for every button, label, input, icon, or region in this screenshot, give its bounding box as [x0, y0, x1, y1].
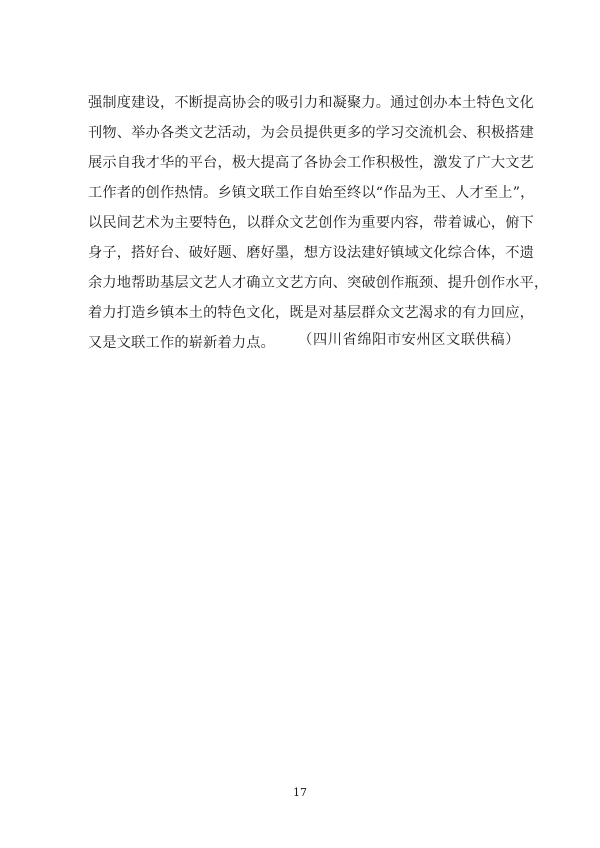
paragraph-line: 强制度建设，不断提高协会的吸引力和凝聚力。通过创办本土特色文化: [88, 95, 535, 111]
paragraph-line: 余力地帮助基层文艺人才确立文艺方向、突破创作瓶颈、提升创作水平，: [88, 275, 549, 291]
paragraph-line: 展示自我才华的平台，极大提高了各协会工作积极性，激发了广大文艺: [88, 155, 535, 171]
paragraph-line: 刊物、举办各类文艺活动，为会员提供更多的学习交流机会、积极搭建: [88, 125, 535, 141]
paragraph-line: 以民间艺术为主要特色，以群众文艺创作为重要内容，带着诚心，俯下: [88, 215, 535, 231]
paragraph-line: 又是文联工作的崭新着力点。: [88, 335, 276, 351]
page-number: 17: [293, 786, 307, 799]
paragraph-line: 工作者的创作热情。乡镇文联工作自始至终以“作品为王、人才至上”，: [88, 185, 535, 201]
source-credit: （四川省绵阳市安州区文联供稿）: [298, 332, 520, 348]
body-paragraph: [88, 88, 549, 358]
paragraph-line: 着力打造乡镇本土的特色文化，既是对基层群众文艺渴求的有力回应，: [88, 305, 535, 321]
paragraph-line: 身子，搭好台、破好题、磨好墨，想方设法建好镇域文化综合体，不遗: [88, 245, 535, 261]
